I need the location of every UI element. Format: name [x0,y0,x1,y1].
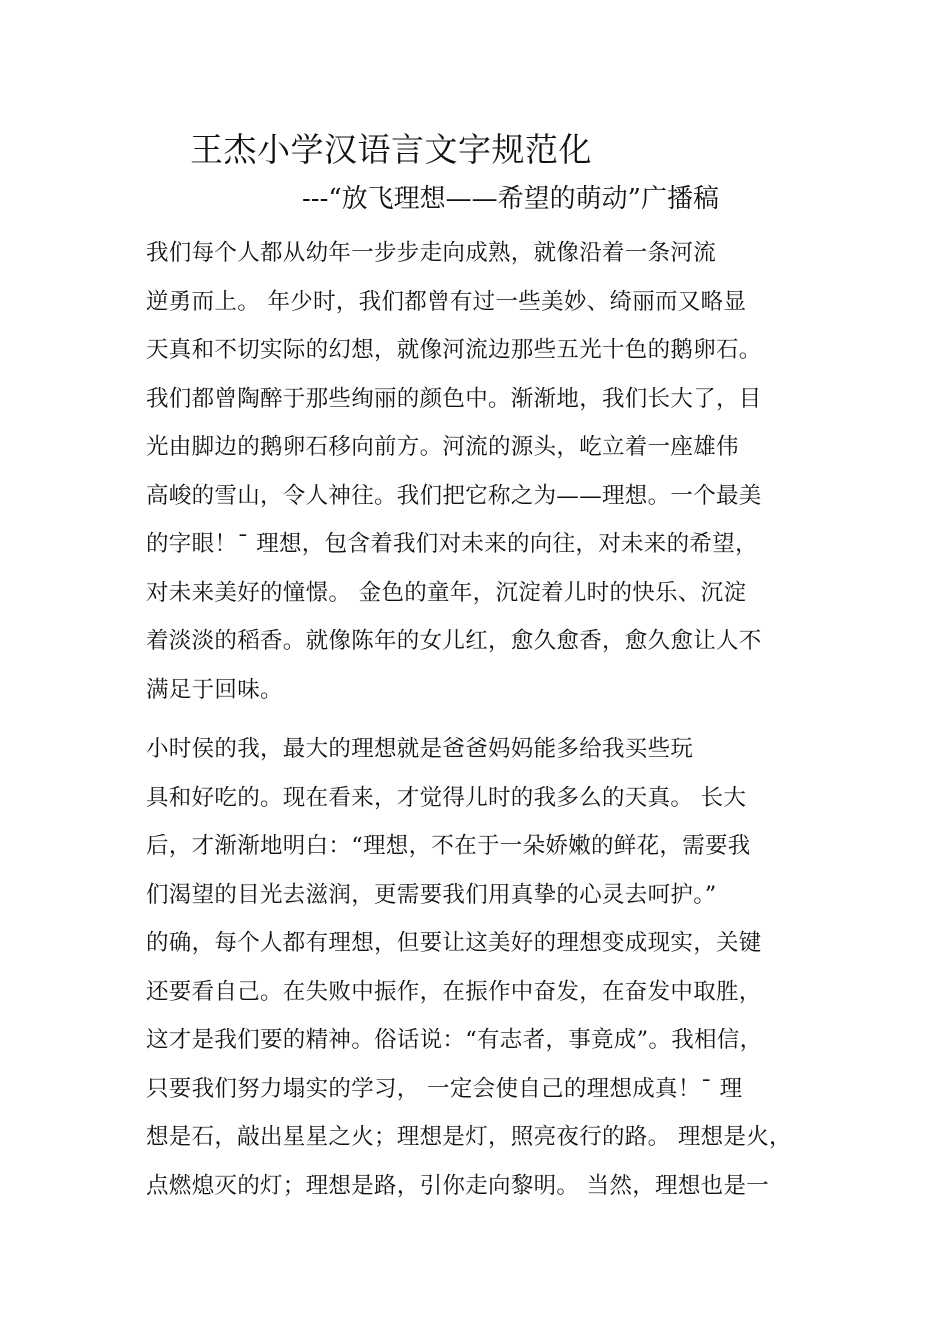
text-line: 着淡淡的稻香。就像陈年的女儿红，愈久愈香，愈久愈让人不 [146,628,762,654]
text-line: 还要看自己。在失败中振作，在振作中奋发，在奋发中取胜， [146,978,762,1005]
text-line: 具和好吃的。现在看来，才觉得儿时的我多么的天真。 长大 [146,784,747,811]
paragraph-gap [146,714,826,725]
text-line: 这才是我们要的精神。俗话说：“有志者，事竟成”。我相信， [146,1027,763,1053]
text-line: 我们都曾陶醉于那些绚丽的颜色中。渐渐地，我们长大了，目 [146,385,762,412]
text-line: 高峻的雪山，令人神往。我们把它称之为——理想。一个最美 [146,482,762,509]
text-line: 只要我们努力塌实的学习， 一定会使自己的理想成真！¯ 理 [146,1075,743,1102]
text-line: 想是石，敲出星星之火；理想是灯，照亮夜行的路。 理想是火， [146,1124,792,1150]
text-line: 满足于回味。 [146,676,283,703]
document-title: 王杰小学汉语言文字规范化 [190,130,592,169]
document-subtitle: ---“放飞理想——希望的萌动”广播稿 [302,184,719,214]
text-line: 的确，每个人都有理想，但要让这美好的理想变成现实，关键 [146,930,762,956]
text-line: 逆勇而上。 年少时，我们都曾有过一些美妙、绮丽而又略显 [146,288,747,315]
text-line: 小时侯的我，最大的理想就是爸爸妈妈能多给我买些玩 [146,736,694,762]
text-line: 点燃熄灭的灯；理想是路，引你走向黎明。 当然，理想也是一 [146,1172,770,1199]
text-line: 的字眼！¯ 理想，包含着我们对未来的向往，对未来的希望， [146,531,758,557]
text-line: 我们每个人都从幼年一步步走向成熟，就像沿着一条河流 [146,240,717,266]
paragraph-2 [146,725,826,1210]
text-line: 们渴望的目光去滋润，更需要我们用真挚的心灵去呵护。” [146,881,717,908]
text-line: 光由脚边的鹅卵石移向前方。河流的源头，屹立着一座雄伟 [146,434,739,460]
paragraph-1 [146,229,826,714]
text-line: 后，才渐渐地明白：“理想，不在于一朵娇嫩的鲜花，需要我 [146,833,751,859]
text-line: 天真和不切实际的幻想，就像河流边那些五光十色的鹅卵石。 [146,337,762,363]
document-body [146,229,826,1210]
text-line: 对未来美好的憧憬。 金色的童年，沉淀着儿时的快乐、沉淀 [146,579,747,606]
